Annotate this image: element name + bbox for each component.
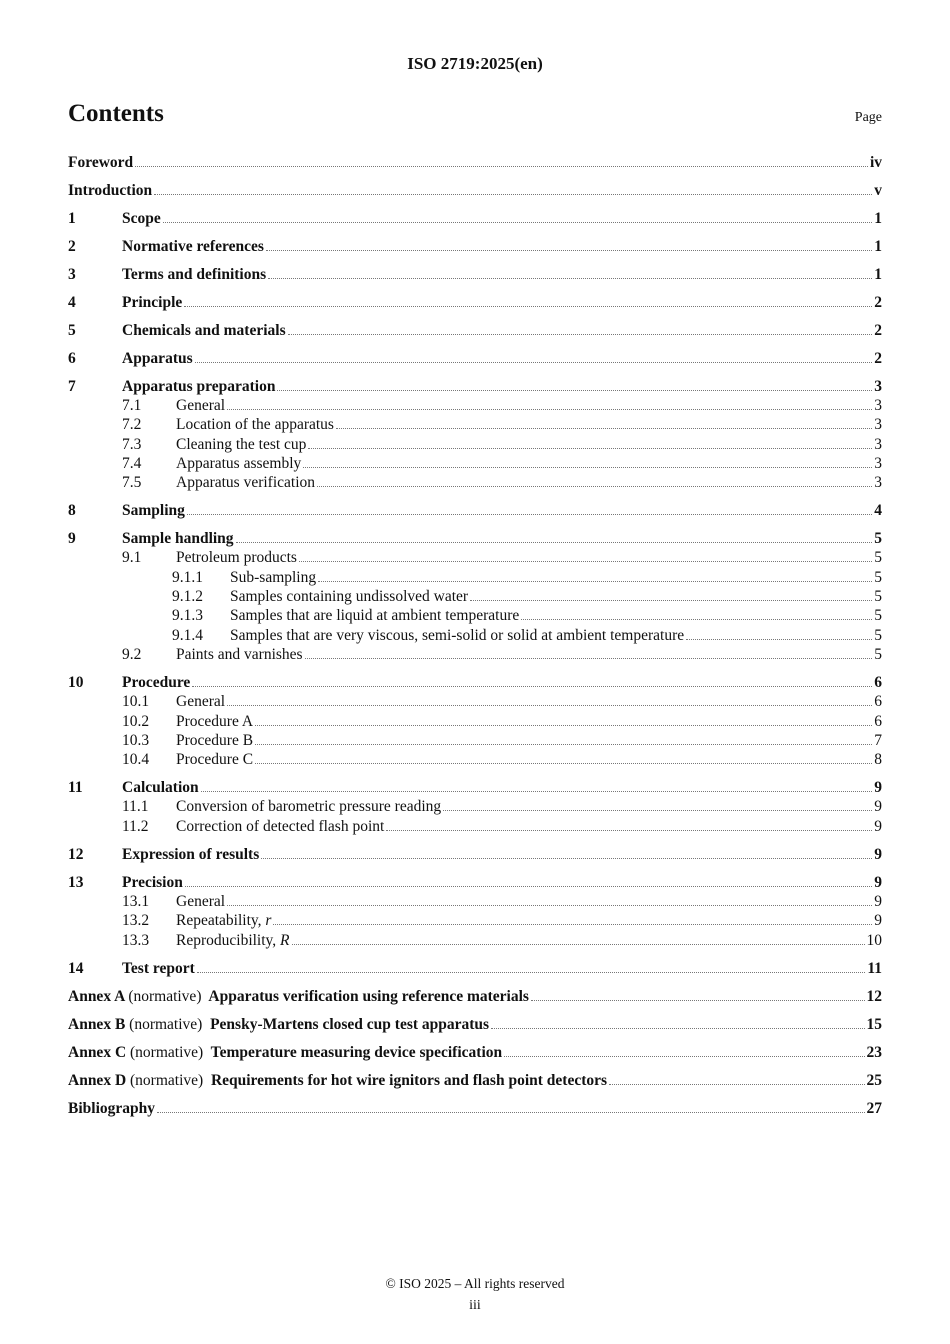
toc-entry[interactable] [68, 911, 882, 930]
toc-annex-entry[interactable] [68, 987, 882, 1006]
dot-leader [318, 580, 872, 582]
toc-entry-title[interactable] [122, 501, 185, 520]
toc-entry[interactable] [68, 1099, 882, 1118]
toc-entry[interactable] [68, 293, 882, 312]
toc-entry-number: 9 [68, 530, 76, 548]
toc-entry-symbol: r [265, 912, 272, 930]
toc-entry-text: Petroleum products [176, 549, 297, 567]
toc-entry[interactable] [68, 845, 882, 864]
toc-entry-text: Samples that are very viscous, semi-solid or solid at ambient temperature [230, 626, 685, 644]
annex-label: Annex D [68, 1071, 127, 1089]
toc-entry-number: 13.2 [122, 912, 150, 930]
toc-page-number: 9 [874, 893, 882, 911]
toc-entry-number: 11.2 [122, 817, 149, 835]
toc-entry-number: 4 [68, 294, 76, 311]
toc-entry-symbol: R [280, 931, 290, 949]
dot-leader [317, 485, 872, 487]
toc-entry-title[interactable] [230, 568, 316, 587]
toc-entry[interactable] [68, 548, 882, 567]
toc-entry-number: 7.4 [122, 454, 142, 472]
toc-entry-title[interactable] [230, 606, 519, 625]
toc-entry-number: 14 [68, 959, 84, 977]
toc-entry[interactable] [68, 645, 882, 664]
dot-leader [184, 305, 872, 307]
toc-entry-number: 7.3 [122, 435, 142, 453]
toc-entry[interactable] [68, 873, 882, 892]
toc-entry-text: Principle [122, 294, 183, 311]
toc-entry-title[interactable] [122, 673, 190, 692]
dot-leader [292, 943, 865, 945]
dot-leader [154, 193, 872, 195]
dot-leader [227, 904, 872, 906]
annex-title: Apparatus verification using reference materials [208, 987, 529, 1005]
toc-entry-number: 11.1 [122, 798, 149, 816]
toc-entry-text: Foreword [68, 154, 134, 171]
toc-page-number: 5 [874, 626, 882, 644]
toc-page-number: 2 [874, 350, 882, 367]
toc-entry-title[interactable] [176, 892, 225, 911]
toc-entry-title[interactable] [68, 1071, 607, 1090]
page-column-label: Page [854, 110, 882, 125]
toc-entry-number: 9.1.4 [172, 626, 203, 644]
toc-entry-title[interactable] [68, 1099, 155, 1118]
toc-page-number: 9 [874, 874, 882, 892]
toc-entry[interactable] [68, 692, 882, 711]
page-number: iii [469, 1298, 481, 1313]
toc-entry-text: Cleaning the test cup [176, 435, 307, 453]
toc-entry-number: 12 [68, 846, 84, 864]
toc-entry-title[interactable] [230, 587, 468, 606]
toc-page-number: 6 [874, 712, 882, 730]
toc-page-number: 10 [866, 931, 882, 949]
toc-entry[interactable] [68, 237, 882, 256]
toc-entry-title[interactable] [176, 797, 441, 816]
toc-entry-title[interactable] [122, 377, 275, 396]
toc-entry-text: Sampling [122, 502, 185, 520]
toc-entry-number: 10.2 [122, 712, 150, 730]
dot-leader [288, 333, 873, 335]
toc-page-number: 7 [874, 731, 882, 749]
toc-entry[interactable] [68, 959, 882, 978]
toc-page-number: 9 [874, 817, 882, 835]
dot-leader [686, 638, 872, 640]
toc-entry-text: Normative references [122, 238, 264, 255]
toc-entry-number: 11 [68, 779, 83, 797]
toc-entry-title[interactable] [122, 959, 195, 978]
toc-entry-text: Samples containing undissolved water [230, 588, 469, 606]
toc-entry-number: 10 [68, 674, 84, 692]
toc-entry[interactable] [68, 817, 882, 836]
toc-entry-text: General [176, 397, 226, 414]
toc-page-number: 25 [866, 1071, 882, 1089]
toc-page-number: 3 [874, 474, 882, 492]
toc-entry-text: Procedure A [176, 712, 254, 730]
dot-leader [303, 466, 872, 468]
toc-entry[interactable] [68, 435, 882, 454]
toc-page-number: 3 [874, 454, 882, 472]
annex-label: Annex A [68, 987, 125, 1005]
dot-leader [261, 857, 872, 859]
toc-entry-title[interactable] [176, 692, 225, 711]
toc-entry-title[interactable] [122, 778, 199, 797]
toc-page-number: 2 [874, 322, 882, 339]
toc-entry-text: Terms and definitions [122, 266, 267, 283]
toc-entry-title[interactable] [68, 153, 133, 172]
toc-page-number: 9 [874, 798, 882, 816]
dot-leader [255, 762, 872, 764]
toc-entry-title[interactable] [122, 321, 286, 340]
toc-entry[interactable] [68, 778, 882, 797]
toc-page-number: 1 [874, 266, 882, 283]
toc-page-number: 1 [874, 238, 882, 255]
toc-entry-title[interactable] [122, 293, 182, 312]
toc-entry-text: General [176, 893, 226, 911]
toc-entry-title[interactable] [230, 626, 684, 645]
toc-entry-title[interactable] [176, 415, 334, 434]
toc-entry-text: Procedure B [176, 731, 254, 749]
toc-entry-text: Procedure [122, 674, 191, 692]
toc-page-number: iv [869, 154, 882, 171]
dot-leader [521, 618, 872, 620]
toc-page-number: 23 [866, 1043, 882, 1061]
dot-leader [504, 1055, 864, 1057]
toc-entry[interactable] [68, 396, 882, 415]
toc-entry-text: Apparatus [122, 350, 193, 367]
toc-entry-title[interactable] [122, 209, 161, 228]
dot-leader [201, 790, 873, 792]
toc-page-number: 5 [874, 607, 882, 625]
dot-leader [609, 1083, 864, 1085]
toc-page-number: 6 [874, 674, 882, 692]
toc-page-number: 3 [874, 378, 882, 395]
contents-heading: Contents [68, 100, 164, 127]
table-of-contents [68, 153, 882, 1118]
toc-entry-text: Expression of results [122, 846, 260, 864]
toc-entry-title[interactable] [176, 454, 301, 473]
toc-entry-text: Introduction [68, 182, 153, 199]
toc-entry[interactable] [68, 626, 882, 645]
annex-type: (normative) [128, 987, 202, 1005]
toc-entry-text: Bibliography [68, 1099, 155, 1117]
toc-entry-text: Paints and varnishes [176, 645, 303, 663]
toc-entry-title[interactable] [68, 181, 152, 200]
dot-leader [386, 829, 872, 831]
toc-entry[interactable] [68, 568, 882, 587]
toc-entry-number: 8 [68, 502, 76, 520]
dot-leader [305, 657, 873, 659]
toc-page-number: 5 [874, 568, 882, 586]
toc-page-number: 9 [874, 846, 882, 864]
toc-entry[interactable] [68, 153, 882, 172]
toc-entry[interactable] [68, 750, 882, 769]
toc-entry-text: Apparatus assembly [176, 454, 302, 472]
toc-entry-title[interactable] [176, 817, 384, 836]
dot-leader [470, 599, 872, 601]
toc-page-number: 2 [874, 294, 882, 311]
dot-leader [157, 1111, 865, 1113]
toc-entry-number: 7 [68, 378, 76, 395]
toc-entry-text: Apparatus verification [176, 474, 316, 492]
toc-page-number: 5 [874, 530, 882, 548]
toc-entry-text: Correction of detected flash point [176, 817, 385, 835]
dot-leader [255, 743, 872, 745]
toc-entry-text: Chemicals and materials [122, 322, 286, 339]
annex-type: (normative) [129, 1015, 203, 1033]
toc-entry[interactable] [68, 587, 882, 606]
toc-entry-text: Test report [122, 959, 195, 977]
toc-entry-text: Repeatability, [176, 912, 266, 930]
dot-leader [187, 513, 872, 515]
toc-entry-number: 13.1 [122, 893, 150, 911]
toc-entry-text: Samples that are liquid at ambient temperature [230, 607, 520, 625]
toc-page-number: 9 [874, 912, 882, 930]
toc-entry-title[interactable] [68, 1043, 502, 1062]
toc-entry-number: 9.1.1 [172, 568, 203, 586]
toc-page-number: 3 [874, 416, 882, 434]
toc-entry-number: 3 [68, 266, 76, 283]
toc-page-number: 5 [874, 645, 882, 663]
toc-annex-entry[interactable] [68, 1015, 882, 1034]
toc-entry[interactable] [68, 731, 882, 750]
toc-entry-number: 1 [68, 210, 76, 227]
toc-entry-text: Sub-sampling [230, 568, 317, 586]
toc-entry[interactable] [68, 529, 882, 548]
toc-entry-text: Conversion of barometric pressure reading [176, 798, 442, 816]
toc-entry[interactable] [68, 181, 882, 200]
toc-page-number: 12 [866, 987, 882, 1005]
dot-leader [255, 724, 872, 726]
dot-leader [308, 447, 872, 449]
toc-entry-text: Precision [122, 874, 183, 892]
annex-title: Requirements for hot wire ignitors and flash point detectors [210, 1071, 608, 1089]
toc-entry-title[interactable] [122, 237, 264, 256]
toc-entry[interactable] [68, 606, 882, 625]
toc-entry-text: Location of the apparatus [176, 416, 334, 434]
toc-entry-number: 6 [68, 350, 76, 367]
toc-entry-text: Apparatus preparation [122, 378, 276, 395]
toc-entry-title[interactable] [176, 396, 225, 415]
toc-entry-text: Procedure C [176, 751, 254, 769]
toc-page-number: 3 [874, 435, 882, 453]
toc-entry-title[interactable] [176, 548, 297, 567]
dot-leader [273, 923, 872, 925]
dot-leader [192, 685, 872, 687]
toc-page-number: 1 [874, 210, 882, 227]
dot-leader [336, 427, 872, 429]
dot-leader [491, 1027, 864, 1029]
toc-entry-text: General [176, 693, 226, 711]
toc-entry-title[interactable] [176, 712, 253, 731]
dot-leader [227, 704, 872, 706]
toc-entry-number: 13.3 [122, 931, 150, 949]
dot-leader [185, 885, 872, 887]
toc-entry[interactable] [68, 454, 882, 473]
toc-entry-title[interactable] [176, 435, 306, 454]
toc-entry[interactable] [68, 892, 882, 911]
dot-leader [277, 389, 872, 391]
toc-entry-number: 9.2 [122, 645, 142, 663]
dot-leader [163, 221, 873, 223]
toc-page-number: 6 [874, 693, 882, 711]
dot-leader [268, 277, 872, 279]
dot-leader [443, 809, 872, 811]
toc-entry[interactable] [68, 501, 882, 520]
toc-entry-title[interactable] [176, 911, 271, 930]
annex-title: Temperature measuring device specification [210, 1043, 503, 1061]
toc-entry-number: 13 [68, 874, 84, 892]
annex-label: Annex B [68, 1015, 126, 1033]
dot-leader [299, 560, 872, 562]
toc-entry-number: 7.5 [122, 474, 142, 492]
toc-entry-title[interactable] [68, 1015, 489, 1034]
toc-entry[interactable] [68, 931, 882, 950]
toc-entry-title[interactable] [68, 987, 529, 1006]
toc-entry-text: Calculation [122, 779, 199, 797]
toc-entry-number: 7.2 [122, 416, 142, 434]
toc-entry-title[interactable] [176, 473, 315, 492]
toc-entry[interactable] [68, 349, 882, 368]
toc-entry-title[interactable] [176, 645, 303, 664]
dot-leader [197, 971, 866, 973]
toc-page-number: 4 [874, 502, 882, 520]
dot-leader [236, 541, 873, 543]
toc-entry[interactable] [68, 712, 882, 731]
toc-entry-text: Scope [122, 210, 161, 227]
toc-entry-number: 10.4 [122, 751, 150, 769]
toc-page-number: 5 [874, 549, 882, 567]
toc-page-number: 9 [874, 779, 882, 797]
toc-entry-title[interactable] [122, 349, 193, 368]
toc-entry-text: Reproducibility, [176, 931, 281, 949]
toc-entry[interactable] [68, 673, 882, 692]
toc-entry-title[interactable] [122, 529, 234, 548]
toc-entry-number: 7.1 [122, 397, 142, 414]
dot-leader [195, 361, 873, 363]
toc-entry-title[interactable] [122, 265, 266, 284]
toc-entry-number: 10.1 [122, 693, 150, 711]
toc-entry[interactable] [68, 473, 882, 492]
annex-type: (normative) [130, 1071, 204, 1089]
dot-leader [266, 249, 872, 251]
toc-page-number: v [874, 182, 882, 199]
toc-entry-number: 9.1 [122, 549, 142, 567]
toc-page-number: 11 [867, 959, 882, 977]
toc-entry-number: 10.3 [122, 731, 150, 749]
toc-entry[interactable] [68, 265, 882, 284]
toc-entry-title[interactable] [176, 750, 253, 769]
toc-entry-number: 2 [68, 238, 76, 255]
toc-entry-title[interactable] [122, 873, 183, 892]
toc-page-number: 3 [874, 397, 882, 414]
toc-page-number: 15 [866, 1015, 882, 1033]
toc-entry-number: 9.1.2 [172, 588, 203, 606]
toc-entry-title[interactable] [176, 731, 253, 750]
toc-entry-text: Sample handling [122, 530, 234, 548]
annex-type: (normative) [130, 1043, 204, 1061]
dot-leader [227, 408, 872, 410]
toc-entry[interactable] [68, 415, 882, 434]
toc-entry[interactable] [68, 321, 882, 340]
toc-page-number: 5 [874, 588, 882, 606]
toc-entry[interactable] [68, 797, 882, 816]
annex-label: Annex C [68, 1043, 127, 1061]
annex-title: Pensky-Martens closed cup test apparatus [210, 1015, 490, 1033]
toc-entry-title[interactable] [176, 931, 290, 950]
toc-entry-number: 5 [68, 322, 76, 339]
toc-annex-entry[interactable] [68, 1043, 882, 1062]
toc-entry[interactable] [68, 377, 882, 396]
copyright-notice: © ISO 2025 – All rights reserved [385, 1276, 565, 1291]
document-id-header: ISO 2719:2025(en) [407, 54, 543, 73]
toc-annex-entry[interactable] [68, 1071, 882, 1090]
dot-leader [135, 165, 868, 167]
dot-leader [531, 999, 865, 1001]
toc-entry-title[interactable] [122, 845, 259, 864]
toc-entry[interactable] [68, 209, 882, 228]
toc-page-number: 27 [866, 1099, 882, 1117]
toc-entry-number: 9.1.3 [172, 607, 203, 625]
toc-page-number: 8 [874, 751, 882, 769]
